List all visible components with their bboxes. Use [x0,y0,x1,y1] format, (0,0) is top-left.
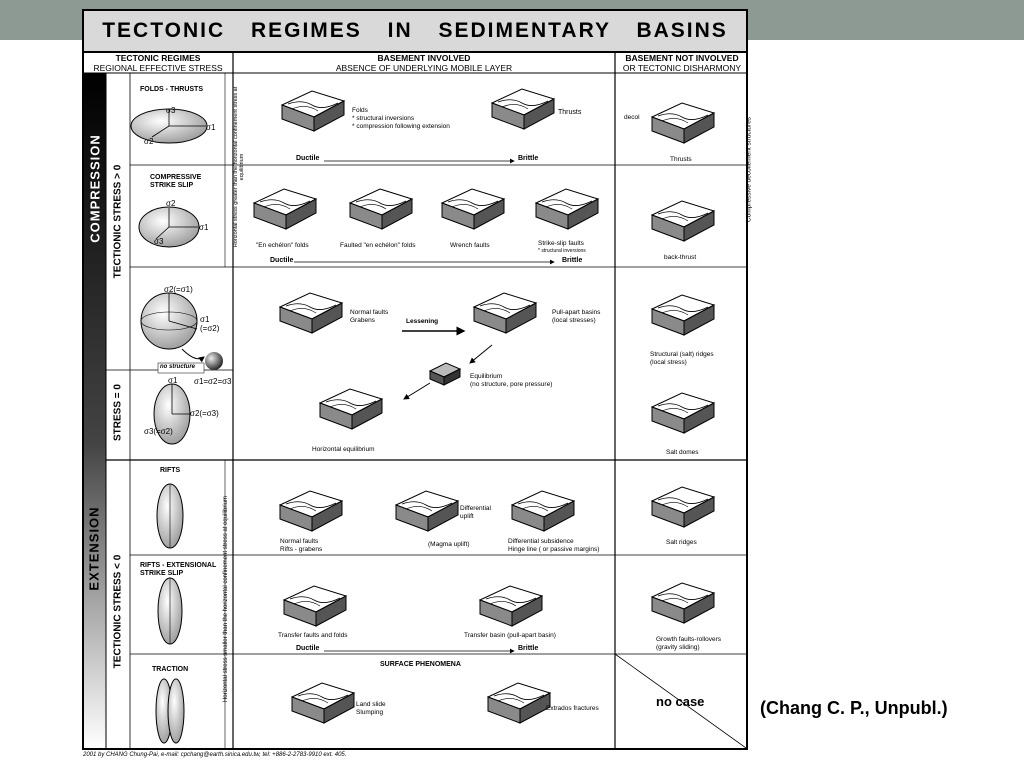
label-transfer-faults: Transfer faults and folds [278,632,348,639]
label-horizontal-greater: Horizontal stress greater than the horizontal confinement stress at equilibrium [233,86,245,248]
folds-line2: * structural inversions [352,115,415,122]
label-growth-faults [656,636,721,652]
ls-line1: Land slide [356,701,386,708]
label-diff-subsidence [508,538,599,554]
header-col2-line2: ABSENCE OF UNDERLYING MOBILE LAYER [335,63,513,73]
label-stress-zero: STRESS = 0 [112,384,124,441]
row-res-line1: RIFTS - EXTENSIONAL [140,562,217,569]
label-normal-faults [350,309,388,325]
label-thrusts-right: Thrusts [670,156,692,163]
row-rifts-extensional [140,562,216,578]
label-en-echelon: "En echélon" folds [256,242,309,249]
header-col1-line1: TECTONIC REGIMES [115,53,201,63]
ds-line1: Differential subsidence [508,538,574,545]
label-no-case: no case [656,694,705,709]
block-horizontal-eq [320,389,382,429]
label-transfer-basin: Transfer basin (pull-apart basin) [464,632,556,639]
label-salt-domes: Salt domes [666,449,699,456]
nf-line2: Grabens [350,317,375,324]
gf-line1: Growth faults-rollovers [656,636,722,643]
label-decol: decol [624,114,640,121]
stress-ellipsoid-rifts-ss [158,578,182,644]
nf-line1: Normal faults [350,309,389,316]
block-pull-apart [474,293,536,333]
sigma-label: σ1 [168,376,178,385]
block-thrusts-right [652,103,714,143]
stress-ellipsoid-compressive [139,207,199,247]
label-thrusts: Thrusts [558,109,582,116]
sigma-label: σ1 [199,223,209,232]
sigma-label: σ2(=σ1) [164,285,193,294]
sr-line1: Structural (salt) ridges [650,351,714,358]
label-salt-ridges: Salt ridges [666,539,697,546]
sigma-s1: σ1 [200,315,210,324]
stress-ellipsoid-traction [156,679,184,743]
label-surface-phenomena: SURFACE PHENOMENA [380,661,461,668]
label-decollement: Compressive decollement structures [745,116,753,223]
du-line2: uplift [460,513,474,520]
block-transfer [284,586,346,626]
label-rifts-normal [280,538,322,554]
block-equilibrium [430,363,460,385]
label-strike-slip [538,240,586,255]
block-rifts [280,491,342,531]
label-stress-positive: TECTIONIC STRESS > 0 [112,164,124,279]
sigma-label: σ2 [166,199,176,208]
row-traction: TRACTION [152,666,189,673]
label-magma-uplift: (Magma uplift) [428,541,470,548]
sr-line2: (local stress) [650,359,687,366]
label-land-slide [356,701,386,717]
label-lessening: Lessening [406,318,439,325]
sigma-label: σ1 [206,123,216,132]
label-stress-negative: TECTIONIC STRESS < 0 [112,554,124,669]
label-wrench: Wrench faults [450,242,490,249]
du-line1: Differential [460,505,491,512]
label-horizontal-smaller: Horizontal stress smaller than the horizontal confinement stress at equilibrium [223,495,229,703]
chart-title: TECTONIC REGIMES IN SEDIMENTARY BASINS [84,11,746,53]
row-folds-thrusts: FOLDS - THRUSTS [140,86,203,93]
rn-line2: Rifts - grabens [280,546,323,553]
stress-sphere-neutral [141,293,223,373]
label-no-structure: no structure [160,364,196,370]
header-col3-line1: BASEMENT NOT INVOLVED [625,53,739,63]
block-extrados [488,683,550,723]
footer-copyright: 2001 by CHANG Chung-Pai, e-mail: cpchang@earth.sinica.edu.tw, tel: +886-2-2783-9910 ext. 405. [83,752,347,758]
pa-line1: Pull-apart basins [552,309,601,316]
block-salt-ridges2 [652,487,714,527]
label-horizontal-equilibrium: Horizontal equilibrium [312,446,375,453]
block-en-echelon [254,189,316,229]
header-col3-line2: OR TECTONIC DISHARMONY [622,63,742,73]
label-pull-apart [552,309,600,325]
block-landslide [292,683,354,723]
block-thrusts [492,89,554,129]
block-salt-domes [652,393,714,433]
ds-line2: Hinge line ( or passive margins) [508,546,600,553]
rn-line1: Normal faults [280,538,319,545]
folds-line1: Folds [352,107,368,114]
label-brittle-3: Brittle [518,645,539,652]
folds-line3: * compression following extension [352,123,450,130]
row-rifts: RIFTS [160,467,181,474]
sigma-label: σ1=σ2=σ3 [194,377,232,386]
label-extension: EXTENSION [86,506,102,591]
sigma-eq-s2: (=σ2) [200,324,220,333]
sigma-label: σ3 [166,106,176,115]
label-ductile-3: Ductile [296,645,320,652]
block-backthrust [652,201,714,241]
ss-line2: * structural inversions [538,248,586,254]
label-extrados: Extrados fractures [546,705,599,712]
row-cs-line1: COMPRESSIVE [150,174,202,181]
header-col2-line1: BASEMENT INVOLVED [377,53,471,63]
sigma-label: σ3(=σ2) [144,427,173,436]
sigma-label: σ2 [144,137,154,146]
tectonic-regimes-chart [82,9,753,750]
gf-line2: (gravity sliding) [656,644,700,651]
label-faulted: Faulted "en echélon" folds [340,242,416,249]
block-faulted-en-echelon [350,189,412,229]
credit-label: (Chang C. P., Unpubl.) [760,698,948,718]
ss-line1: Strike-slip faults [538,240,584,247]
sigma-label: σ3 [154,237,164,246]
row-cs-line2: STRIKE SLIP [150,182,194,189]
block-transfer-basin [480,586,542,626]
label-diff-uplift [460,505,491,521]
label-ductile-2: Ductile [270,257,294,264]
header-col1-line2: REGIONAL EFFECTIVE STRESS [93,63,223,73]
block-normal-faults [280,293,342,333]
eq-line2: (no structure, pore pressure) [470,381,553,388]
row-res-line2: STRIKE SLIP [140,570,184,577]
pa-line2: (local stresses) [552,317,596,324]
label-ductile: Ductile [296,155,320,162]
label-folds [352,107,450,131]
block-salt-ridges [652,295,714,335]
ls-line2: Slumping [356,709,384,716]
label-compression: COMPRESSION [87,134,103,243]
row-compressive-strike-slip [150,174,201,190]
stress-ellipsoid-rifts [157,484,183,548]
block-diff-uplift [396,491,458,531]
label-brittle: Brittle [518,155,539,162]
block-growth-faults [652,583,714,623]
block-wrench [442,189,504,229]
sigma-label: σ2(=σ3) [190,409,219,418]
label-equilibrium [470,373,552,389]
block-diff-subsidence [512,491,574,531]
block-strike-slip [536,189,598,229]
sigma-label [200,315,219,333]
label-structural-ridges [650,351,714,367]
eq-line1: Equilibrium [470,373,503,380]
block-folds [282,91,344,131]
label-brittle-2: Brittle [562,257,583,264]
label-back-thrust: back-thrust [664,254,697,261]
